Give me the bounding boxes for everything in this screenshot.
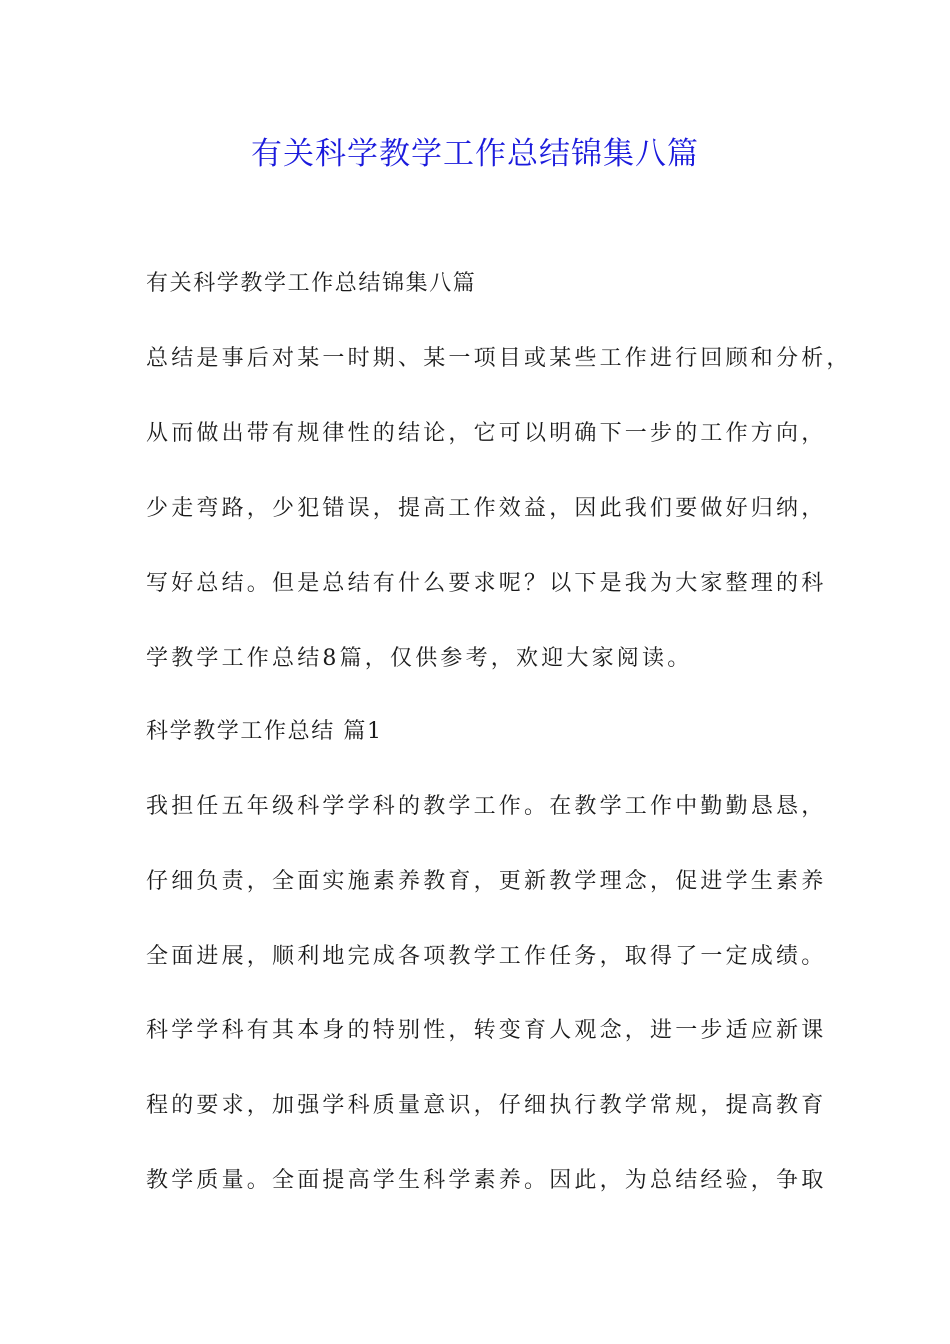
paragraph-line: 总结是事后对某一时期、某一项目或某些工作进行回顾和分析， [146,346,852,371]
paragraph-line: 科学学科有其本身的特别性，转变育人观念，进一步适应新课 [146,1018,827,1043]
paragraph-line: 我担任五年级科学学科的教学工作。在教学工作中勤勤恳恳， [146,794,827,819]
document-title: 有关科学教学工作总结锦集八篇 [251,136,699,172]
paragraph-line: 学教学工作总结8篇，仅供参考，欢迎大家阅读。 [146,646,693,671]
paragraph-line: 程的要求，加强学科质量意识，仔细执行教学常规，提高教育 [146,1093,827,1118]
section-heading: 科学教学工作总结 篇1 [146,719,383,744]
subtitle-line: 有关科学教学工作总结锦集八篇 [146,271,477,296]
paragraph-line: 从而做出带有规律性的结论，它可以明确下一步的工作方向， [146,421,827,446]
paragraph-line: 全面进展，顺利地完成各项教学工作任务，取得了一定成绩。 [146,944,827,969]
paragraph-line: 仔细负责，全面实施素养教育，更新教学理念，促进学生素养 [146,869,827,894]
paragraph-line: 教学质量。全面提高学生科学素养。因此，为总结经验，争取 [146,1168,827,1193]
paragraph-line: 少走弯路，少犯错误，提高工作效益，因此我们要做好归纳， [146,496,827,521]
paragraph-line: 写好总结。但是总结有什么要求呢？以下是我为大家整理的科 [146,571,827,596]
